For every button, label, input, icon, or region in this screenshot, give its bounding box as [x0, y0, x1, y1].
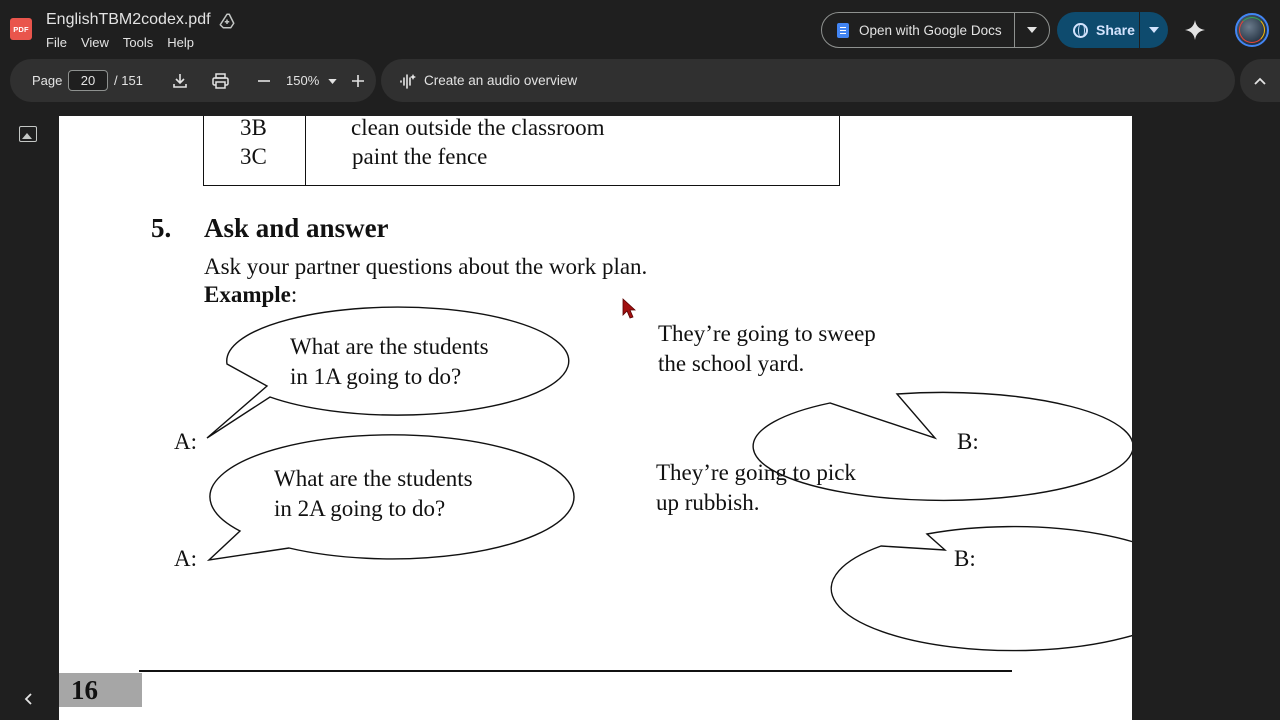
bubble-text-a1: What are the students in 1A going to do?	[290, 334, 489, 389]
example-colon: :	[290, 282, 298, 307]
zoom-level[interactable]: 150%	[286, 73, 320, 88]
sidebar-collapse-button[interactable]	[18, 689, 38, 709]
audio-overview-label: Create an audio overview	[424, 73, 578, 88]
menu-bar	[46, 35, 194, 50]
menu-tools[interactable]: Tools	[122, 35, 154, 50]
speaker-b-label: B:	[957, 429, 979, 454]
pdf-logo-icon: PDF	[10, 18, 32, 40]
thumbnail-image-icon[interactable]	[19, 126, 37, 142]
open-with-docs-label: Open with Google Docs	[859, 22, 1002, 38]
menu-help[interactable]: Help	[167, 35, 195, 50]
bubble-text-b1: They’re going to sweep the school yard.	[658, 321, 876, 376]
audio-overview-bar[interactable]	[381, 59, 1235, 102]
zoom-in-button[interactable]	[348, 71, 368, 91]
caret-down-icon	[1149, 27, 1159, 33]
table-cell-class: 3B	[240, 116, 267, 140]
menu-view[interactable]: View	[80, 35, 109, 50]
table-cell-task: paint the fence	[352, 144, 488, 169]
audio-overview-icon	[399, 72, 417, 90]
account-avatar[interactable]	[1235, 13, 1269, 47]
open-with-docs-group	[821, 12, 1050, 48]
caret-down-icon	[1027, 27, 1037, 33]
page-label: Page	[32, 73, 63, 88]
google-docs-icon	[837, 23, 849, 38]
download-button[interactable]	[170, 71, 190, 91]
share-button[interactable]	[1057, 12, 1140, 48]
zoom-dropdown[interactable]	[322, 71, 342, 91]
open-with-docs-button[interactable]	[822, 13, 1015, 47]
bubble-text-a2: What are the students in 2A going to do?	[274, 466, 473, 521]
pdf-toolbar	[10, 59, 376, 102]
zoom-out-button[interactable]	[254, 71, 274, 91]
footer-rule	[139, 670, 1012, 672]
section-number: 5.	[151, 213, 172, 243]
pdf-page	[59, 116, 1132, 720]
mouse-cursor-icon	[622, 298, 636, 320]
file-name[interactable]: EnglishTBM2codex.pdf	[46, 11, 211, 28]
table-cell-class: 3C	[240, 144, 267, 169]
share-label: Share	[1096, 22, 1135, 38]
print-button[interactable]	[210, 71, 230, 91]
bubble-text-b2: They’re going to pick up rubbish.	[656, 460, 856, 515]
plus-icon	[351, 74, 365, 88]
speaker-a-label: A:	[174, 429, 197, 454]
add-to-drive-icon[interactable]	[218, 12, 236, 30]
collapse-toolbar-button[interactable]	[1240, 59, 1280, 102]
speech-bubbles	[59, 116, 1132, 720]
share-group	[1057, 12, 1168, 48]
speech-bubble-b2	[831, 527, 1132, 651]
gemini-sparkle-icon[interactable]	[1185, 20, 1205, 40]
open-with-dropdown[interactable]	[1015, 13, 1049, 47]
menu-file[interactable]: File	[46, 35, 67, 50]
minus-icon	[257, 74, 271, 88]
print-icon	[212, 73, 229, 89]
chevron-up-icon	[1254, 77, 1266, 85]
section-title: Ask and answer	[204, 213, 389, 243]
caret-down-icon	[328, 79, 337, 84]
speaker-a-label: A:	[174, 546, 197, 571]
page-number: 16	[71, 675, 98, 705]
page-total: / 151	[114, 73, 143, 88]
example-word: Example	[204, 282, 291, 307]
table-cell-task: clean outside the classroom	[351, 116, 605, 140]
speaker-b-label: B:	[954, 546, 976, 571]
globe-icon	[1073, 23, 1088, 38]
title-bar	[0, 0, 1280, 58]
page-number-input[interactable]: 20	[68, 70, 108, 91]
chevron-left-icon	[24, 693, 32, 705]
share-dropdown[interactable]	[1140, 12, 1168, 48]
download-icon	[172, 73, 188, 89]
section-instruction: Ask your partner questions about the work plan.	[204, 254, 648, 279]
